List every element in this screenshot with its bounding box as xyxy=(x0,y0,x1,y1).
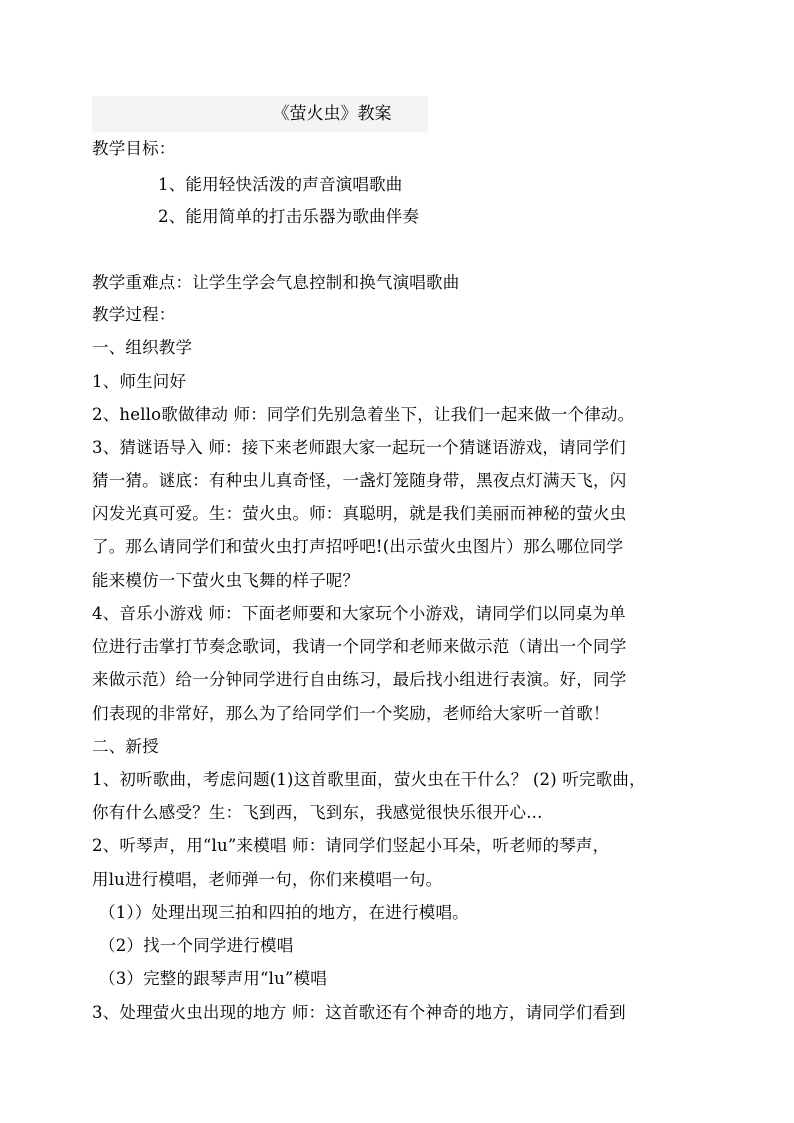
body-line: 猜一猜。谜底：有种虫儿真奇怪，一盏灯笼随身带，黑夜点灯满天飞，闪 xyxy=(92,471,627,490)
body-line: 用lu进行模唱，老师弹一句，你们来模唱一句。 xyxy=(92,870,443,889)
body-line: 3、猜谜语导入 师：接下来老师跟大家一起玩一个猜谜语游戏，请同学们 xyxy=(92,438,626,457)
sub-item: （1））处理出现三拍和四拍的地方，在进行模唱。 xyxy=(99,903,469,922)
body-line: 来做示范）给一分钟同学进行自由练习，最后找小组进行表演。好，同学 xyxy=(92,670,627,689)
body-line: 3、处理萤火虫出现的地方 师：这首歌还有个神奇的地方，请同学们看到 xyxy=(92,1003,626,1022)
body-line: 1、师生问好 xyxy=(92,372,187,391)
body-line: 2、hello歌做律动 师：同学们先别急着坐下，让我们一起来做一个律动。 xyxy=(92,405,635,424)
section-heading-new-lesson: 二、新授 xyxy=(92,737,159,756)
sub-item: （2）找一个同学进行模唱 xyxy=(99,936,294,955)
objective-item: 1、能用轻快活泼的声音演唱歌曲 xyxy=(158,175,403,194)
sub-item: （3）完整的跟琴声用“lu”模唱 xyxy=(99,969,327,988)
section-heading-organize: 一、组织教学 xyxy=(92,338,193,357)
document-title: 《萤火虫》教案 xyxy=(272,104,392,124)
body-line: 你有什么感受？生：飞到西，飞到东，我感觉很快乐很开心... xyxy=(92,803,543,822)
objective-item: 2、能用简单的打击乐器为歌曲伴奏 xyxy=(158,207,420,226)
section-heading-process: 教学过程： xyxy=(92,305,176,324)
body-line: 4、音乐小游戏 师：下面老师要和大家玩个小游戏，请同学们以同桌为单 xyxy=(92,604,626,623)
body-line: 们表现的非常好，那么为了给同学们一个奖励，老师给大家听一首歌！ xyxy=(92,704,610,723)
body-line: 1、初听歌曲，考虑问题(1)这首歌里面，萤火虫在干什么？ (2) 听完歌曲， xyxy=(92,770,646,789)
body-line: 2、听琴声，用“lu”来模唱 师：请同学们竖起小耳朵，听老师的琴声， xyxy=(92,836,610,855)
body-line: 能来模仿一下萤火虫飞舞的样子呢？ xyxy=(92,571,360,590)
section-heading-objectives: 教学目标： xyxy=(92,139,176,158)
body-line: 了。那么请同学们和萤火虫打声招呼吧!(出示萤火虫图片）那么哪位同学 xyxy=(92,537,624,556)
body-line: 位进行击掌打节奏念歌词，我请一个同学和老师来做示范（请出一个同学 xyxy=(92,637,627,656)
key-difficulty-line: 教学重难点：让学生学会气息控制和换气演唱歌曲 xyxy=(92,273,460,292)
body-line: 闪发光真可爱。生：萤火虫。师：真聪明，就是我们美丽而神秘的萤火虫 xyxy=(92,504,627,523)
